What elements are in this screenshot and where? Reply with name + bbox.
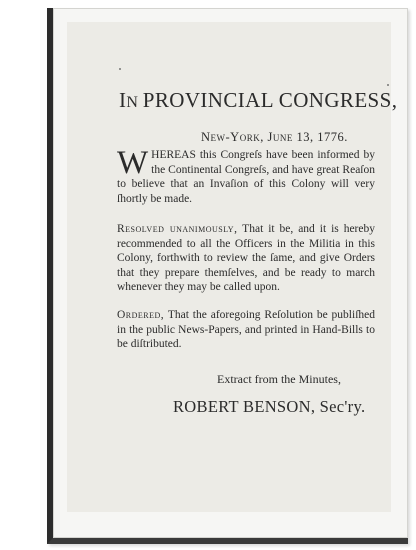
extract-line: Extract from the Minutes, <box>217 372 341 386</box>
dateline: New-York, June 13, 1776. <box>201 130 348 144</box>
signature-line: ROBERT BENSON, Sec'ry. <box>173 397 366 416</box>
title-initial: I <box>119 88 127 112</box>
paragraph-ordered-text: That the aforegoing Reſolution be publiſhed in the public News-Papers, and printed in Hand-Bills to be diſtributed. <box>117 309 375 351</box>
paragraph-whereas-text: HEREAS this Congreſs have been informed by the Continental Congreſs, and have great Reaſon to believe that an Invaſion of this Colony will very ſhortly be made. <box>117 149 375 205</box>
paper-speck <box>119 68 121 70</box>
resolved-lead: Resolved unanimously, <box>117 223 238 235</box>
title-initial-rest: N <box>126 94 143 111</box>
print-mount <box>47 8 408 544</box>
drop-cap: W <box>117 145 149 181</box>
paper-speck <box>387 84 389 86</box>
title-main: PROVINCIAL CONGRESS, <box>142 88 398 112</box>
paragraph-resolved-text: That it be, and it is hereby recommended to all the Officers in the Militia in this Colony, forthwith to review the ſame, and give Orders that they prepare themſelves, and be ready to march whenever they may be called upon. <box>117 223 375 294</box>
paragraph-whereas <box>117 145 375 206</box>
document-title <box>119 88 398 113</box>
document-sheet <box>67 22 398 512</box>
paragraph-ordered <box>117 308 375 352</box>
paragraph-resolved <box>117 222 375 295</box>
ordered-lead: Ordered, <box>117 309 165 321</box>
